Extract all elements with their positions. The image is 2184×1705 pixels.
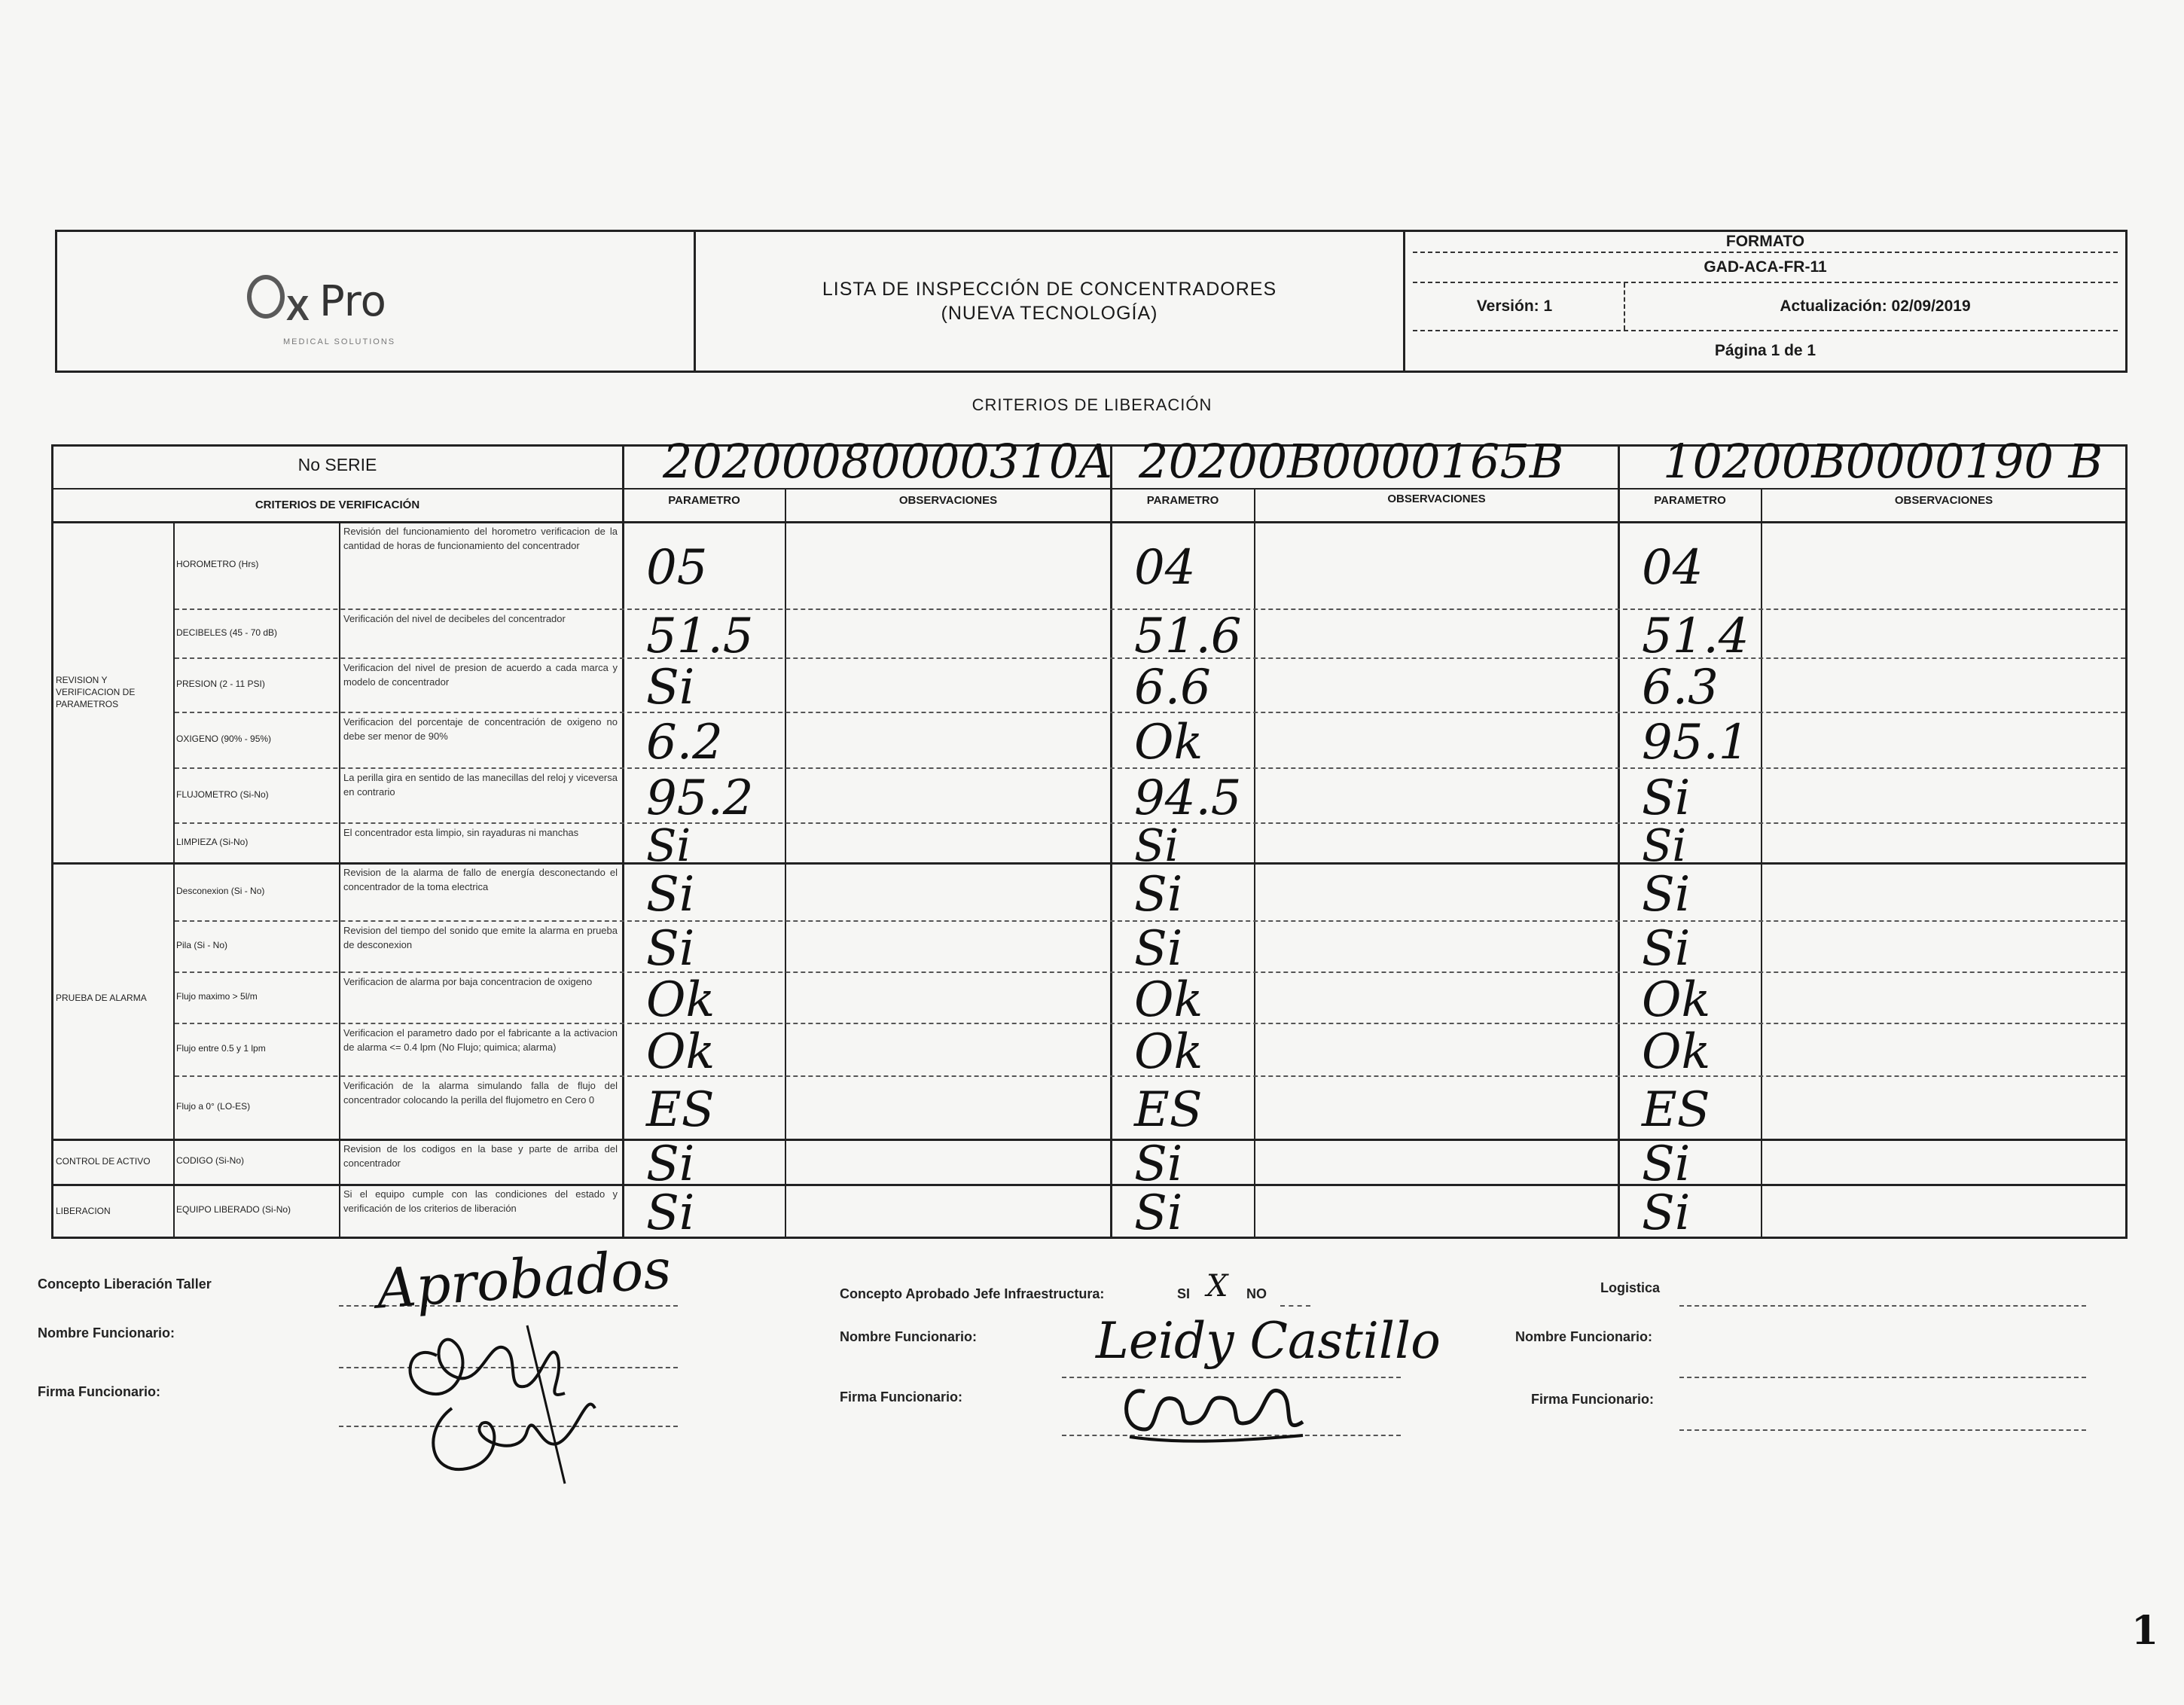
parametro-value-serial-3: Si	[1642, 866, 1691, 923]
criterio-description: Verificacion de alarma por baja concentracion de oxigeno	[343, 976, 593, 987]
observaciones-header-3: OBSERVACIONES	[1894, 494, 1993, 507]
parametro-value-serial-3: 6.3	[1642, 660, 1719, 715]
section-title: CRITERIOS DE LIBERACIÓN	[972, 395, 1212, 414]
concepto-taller-label: Concepto Liberación Taller	[38, 1276, 212, 1292]
parametro-value-serial-1: Si	[646, 660, 695, 715]
version-label: Versión: 1	[1476, 297, 1553, 315]
parametro-value-serial-3: Si	[1642, 1136, 1691, 1192]
criterio-item: DECIBELES (45 - 70 dB)	[176, 627, 278, 638]
firma-funcionario-label-2: Firma Funcionario:	[840, 1389, 963, 1405]
parametro-value-serial-2: Ok	[1134, 715, 1203, 770]
group-label-alarma: PRUEBA DE ALARMA	[56, 993, 147, 1003]
parametro-value-serial-2: Ok	[1134, 1024, 1203, 1080]
criterio-item: CODIGO (Si-No)	[176, 1155, 244, 1166]
document-subtitle: (NUEVA TECNOLOGÍA)	[941, 303, 1158, 324]
nombre-funcionario-label-2: Nombre Funcionario:	[840, 1329, 978, 1344]
parametro-value-serial-3: 04	[1642, 540, 1704, 596]
criterio-description: Revision de la alarma de fallo de energía desconectando el concentrador de la toma electrica	[343, 867, 618, 892]
si-label: SI	[1177, 1286, 1191, 1301]
formato-code: GAD-ACA-FR-11	[1704, 258, 1827, 276]
parametro-value-serial-2: 6.6	[1134, 660, 1211, 715]
logistica-label: Logistica	[1600, 1280, 1661, 1295]
page-count: Página 1 de 1	[1714, 342, 1816, 359]
criterios-verificacion-label: CRITERIOS DE VERIFICACIÓN	[255, 499, 420, 511]
serial-number-3: 10200B0000190 B	[1663, 434, 2103, 489]
no-serie-label: No SERIE	[297, 455, 377, 474]
parametro-value-serial-2: 04	[1134, 540, 1196, 596]
title-cell	[696, 232, 1405, 371]
parametro-value-serial-3: Si	[1642, 770, 1691, 826]
group-label-revision: REVISION Y VERIFICACION DE PARAMETROS	[56, 675, 136, 709]
criterio-description: Verificación del nivel de decibeles del concentrador	[343, 613, 566, 624]
criterio-description: Verificacion del porcentaje de concentración de oxigeno no debe ser menor de 90%	[343, 716, 618, 742]
observaciones-header-1: OBSERVACIONES	[898, 494, 998, 507]
formato-label: FORMATO	[1725, 233, 1805, 250]
document-header	[55, 230, 2128, 373]
parametro-value-serial-3: Si	[1642, 1185, 1691, 1241]
criterio-item: FLUJOMETRO (Si-No)	[176, 788, 269, 800]
signature-jefe	[1115, 1369, 1318, 1452]
logo-mark: X	[286, 288, 310, 328]
criterio-description: Revisión del funcionamiento del horometro verificacion de la cantidad de horas de funcionamiento del concentrador	[343, 526, 618, 551]
parametro-value-serial-1: ES	[646, 1082, 715, 1138]
criterio-item: Pila (Si - No)	[176, 940, 228, 950]
parametro-value-serial-1: Si	[646, 1185, 695, 1241]
parametro-value-serial-3: 95.1	[1642, 715, 1749, 770]
parametro-value-serial-1: 51.5	[646, 608, 754, 664]
concepto-jefe-label: Concepto Aprobado Jefe Infraestructura:	[840, 1286, 1105, 1301]
parametro-value-serial-3: 51.4	[1642, 608, 1749, 664]
logo-cell	[57, 232, 696, 371]
criterio-description: Revision del tiempo del sonido que emite la alarma en prueba de desconexion	[343, 925, 618, 950]
criterio-description: Revision de los codigos en la base y parte de arriba del concentrador	[343, 1143, 618, 1169]
serial-number-2: 20200B0000165B	[1139, 434, 1564, 489]
parametro-header-3: PARAMETRO	[1654, 494, 1726, 507]
firma-funcionario-label-3: Firma Funcionario:	[1531, 1392, 1655, 1407]
criterio-description: Verificación de la alarma simulando falla de flujo del concentrador colocando la perilla del flujometro en Cero 0	[343, 1080, 618, 1106]
parametro-value-serial-3: Si	[1642, 819, 1687, 871]
signature-taller	[392, 1310, 633, 1491]
parametro-value-serial-1: 6.2	[646, 715, 723, 770]
parametro-value-serial-3: ES	[1642, 1082, 1710, 1138]
parametro-value-serial-1: 95.2	[646, 770, 754, 826]
parametro-value-serial-2: Si	[1134, 819, 1179, 871]
parametro-value-serial-1: Si	[646, 921, 695, 977]
parametro-value-serial-1: 05	[646, 540, 708, 596]
company-logo	[247, 275, 285, 319]
group-label-liberacion: LIBERACION	[56, 1206, 111, 1216]
parametro-value-serial-2: 51.6	[1134, 608, 1242, 664]
firma-funcionario-label-1: Firma Funcionario:	[38, 1384, 161, 1399]
handwritten-aprobados: Aprobados	[374, 1237, 673, 1321]
formato-cell	[1405, 232, 2125, 371]
handwritten-nombre-centro: Leidy Castillo	[1096, 1312, 1441, 1370]
observaciones-header-2: OBSERVACIONES	[1387, 493, 1486, 505]
parametro-value-serial-1: Ok	[646, 1024, 715, 1080]
criterio-item: Flujo maximo > 5l/m	[176, 991, 258, 1002]
criterio-description: Verificacion el parametro dado por el fabricante a la activacion de alarma <= 0.4 lpm (No Flujo; quimica; alarma)	[343, 1027, 618, 1053]
criterio-description: Verificacion del nivel de presion de acuerdo a cada marca y modelo de concentrador	[343, 662, 618, 688]
parametro-value-serial-1: Si	[646, 866, 695, 923]
group-label-control: CONTROL DE ACTIVO	[56, 1156, 151, 1167]
nombre-funcionario-label-1: Nombre Funcionario:	[38, 1325, 175, 1341]
page-number-mark: 1	[2131, 1608, 2159, 1654]
parametro-value-serial-2: Si	[1134, 866, 1183, 923]
parametro-value-serial-2: 94.5	[1134, 770, 1242, 826]
parametro-value-serial-2: Si	[1134, 1136, 1183, 1192]
document-title: LISTA DE INSPECCIÓN DE CONCENTRADORES	[822, 279, 1277, 300]
criterio-item: HOROMETRO (Hrs)	[176, 559, 259, 569]
criterio-item: EQUIPO LIBERADO (Si-No)	[176, 1204, 291, 1215]
actualizacion-label: Actualización: 02/09/2019	[1780, 297, 1971, 315]
parametro-value-serial-2: Ok	[1134, 972, 1203, 1028]
parametro-value-serial-1: Si	[646, 1136, 695, 1192]
criterio-item: Flujo entre 0.5 y 1 lpm	[176, 1043, 266, 1054]
logo-text: Pro	[319, 277, 386, 326]
parametro-value-serial-3: Ok	[1642, 972, 1711, 1028]
nombre-funcionario-label-3: Nombre Funcionario:	[1515, 1329, 1653, 1344]
si-checkmark: X	[1206, 1269, 1228, 1304]
parametro-value-serial-1: Si	[646, 819, 691, 871]
parametro-value-serial-1: Ok	[646, 972, 715, 1028]
criterio-description: La perilla gira en sentido de las manecillas del reloj y viceversa en contrario	[343, 772, 618, 798]
criterio-item: OXIGENO (90% - 95%)	[176, 734, 272, 744]
criterio-item: PRESION (2 - 11 PSI)	[176, 679, 265, 689]
criterio-description: Si el equipo cumple con las condiciones del estado y verificación de los criterios de liberación	[343, 1188, 618, 1214]
criterio-description: El concentrador esta limpio, sin rayaduras ni manchas	[343, 827, 579, 838]
parametro-value-serial-2: ES	[1134, 1082, 1203, 1138]
serial-number-1: 20200080000310A	[663, 434, 1113, 489]
criterio-item: Flujo a 0° (LO-ES)	[176, 1101, 251, 1112]
parametro-value-serial-2: Si	[1134, 921, 1183, 977]
parametro-value-serial-3: Si	[1642, 921, 1691, 977]
parametro-value-serial-3: Ok	[1642, 1024, 1711, 1080]
no-label: NO	[1246, 1286, 1267, 1301]
criterio-item: Desconexion (Si - No)	[176, 885, 265, 896]
parametro-value-serial-2: Si	[1134, 1185, 1183, 1241]
parametro-header-1: PARAMETRO	[668, 494, 740, 507]
criterio-item: LIMPIEZA (Si-No)	[176, 836, 249, 847]
parametro-header-2: PARAMETRO	[1146, 494, 1219, 507]
logo-subtitle: MEDICAL SOLUTIONS	[283, 337, 396, 346]
